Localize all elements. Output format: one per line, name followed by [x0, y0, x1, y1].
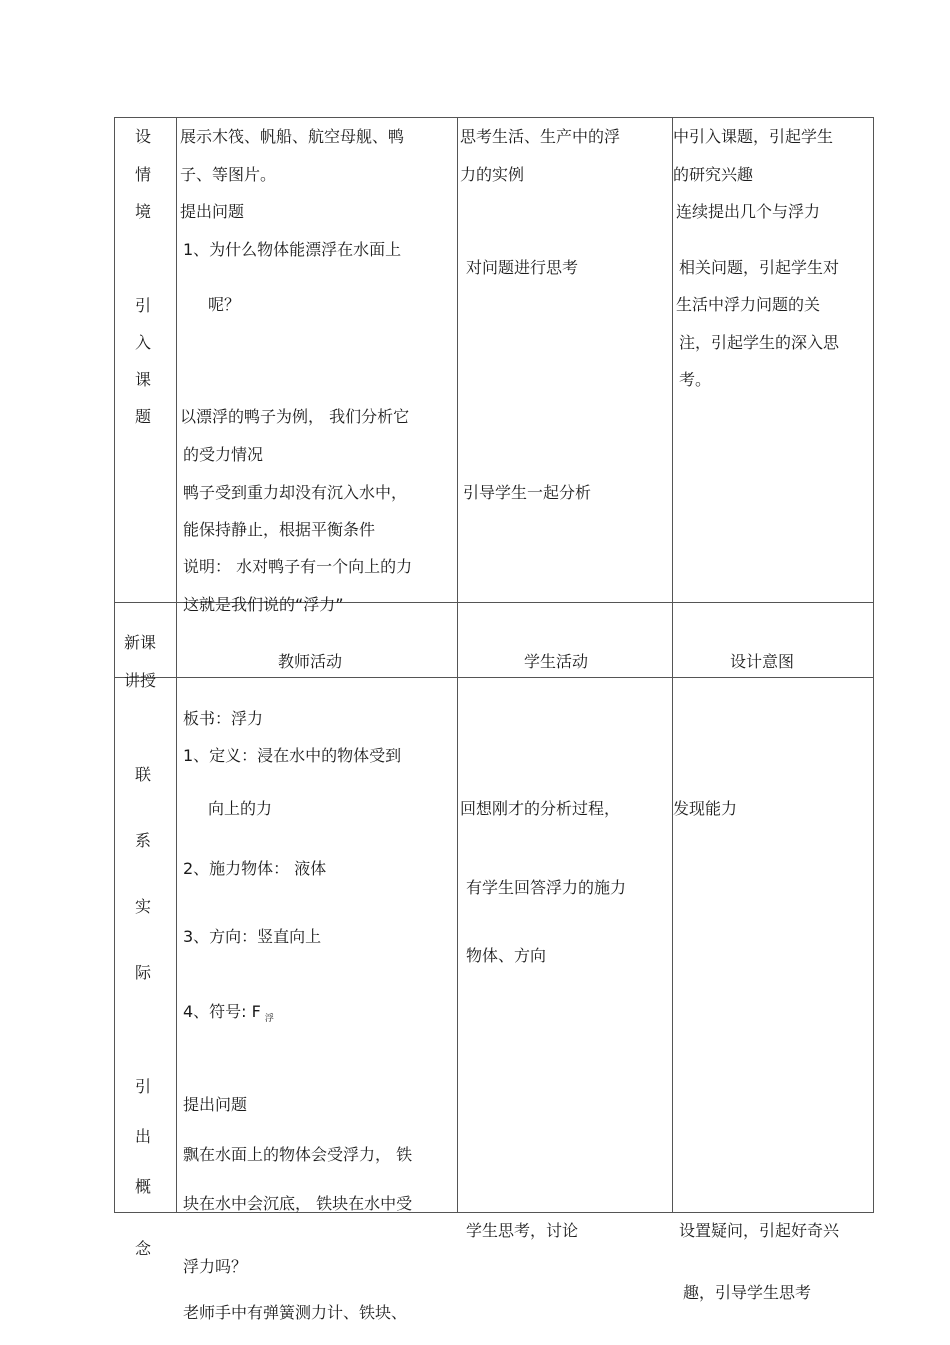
section-label-char: 设	[135, 127, 152, 146]
teacher-text: 浮力吗？	[183, 1257, 248, 1276]
intent-text: 中引入课题，引起学生	[673, 127, 834, 146]
section-label-char: 联	[135, 765, 152, 784]
section-label-char: 情	[135, 165, 152, 184]
teacher-text: 1、为什么物体能漂浮在水面上	[183, 240, 402, 259]
teacher-text: 2、施力物体： 液体	[183, 859, 327, 878]
student-text: 力的实例	[460, 165, 525, 184]
section-label-char: 引	[135, 296, 152, 315]
teacher-text: 子、等图片。	[180, 165, 277, 184]
teacher-text	[183, 1002, 274, 1029]
column-header-intent: 设计意图	[730, 652, 795, 671]
section-label-new-lesson: 讲授	[124, 671, 157, 690]
student-text: 有学生回答浮力的施力	[466, 878, 627, 897]
teacher-text: 老师手中有弹簧测力计、铁块、	[183, 1303, 408, 1322]
teacher-text: 说明： 水对鸭子有一个向上的力	[183, 557, 413, 576]
intent-text: 的研究兴趣	[673, 165, 754, 184]
teacher-text: 提出问题	[180, 202, 245, 221]
section-label-char: 系	[135, 831, 152, 850]
column-header-student: 学生活动	[524, 652, 589, 671]
teacher-text: 展示木筏、帆船、航空母舰、鸭	[180, 127, 405, 146]
section-label-char: 际	[135, 963, 152, 982]
table-border-right	[873, 117, 874, 1213]
section-label-char: 境	[135, 202, 152, 221]
column-header-teacher: 教师活动	[278, 652, 343, 671]
symbol-subscript: 浮	[264, 1014, 274, 1024]
section-label-new-lesson: 新课	[124, 633, 157, 652]
teacher-text: 1、定义：浸在水中的物体受到	[183, 746, 402, 765]
table-border-top	[114, 117, 874, 118]
intent-text: 连续提出几个与浮力	[676, 202, 821, 221]
intent-text: 生活中浮力问题的关	[676, 295, 821, 314]
intent-text: 发现能力	[673, 799, 738, 818]
teacher-text: 块在水中会沉底， 铁块在水中受	[183, 1194, 413, 1213]
teacher-text: 呢？	[208, 295, 241, 314]
student-text: 回想刚才的分析过程，	[460, 799, 621, 818]
teacher-text: 以漂浮的鸭子为例， 我们分析它	[180, 407, 410, 426]
section-label-char: 出	[135, 1127, 152, 1146]
teacher-text: 这就是我们说的“浮力”	[183, 595, 344, 614]
table-divider-2	[114, 677, 874, 678]
section-label-char: 实	[135, 897, 152, 916]
section-label-char: 入	[135, 333, 152, 352]
intent-text: 设置疑问，引起好奇兴	[679, 1221, 840, 1240]
section-label-char: 题	[135, 407, 152, 426]
intent-text: 相关问题，引起学生对	[679, 258, 840, 277]
student-text: 思考生活、生产中的浮	[460, 127, 621, 146]
teacher-text: 提出问题	[183, 1095, 248, 1114]
intent-text: 注，引起学生的深入思	[679, 333, 840, 352]
teacher-text: 能保持静止，根据平衡条件	[183, 520, 376, 539]
teacher-text: 向上的力	[208, 799, 273, 818]
table-col-divider-3	[672, 117, 673, 1213]
teacher-text: 的受力情况	[183, 445, 264, 464]
section-label-char: 概	[135, 1177, 152, 1196]
table-col-divider-1	[176, 117, 177, 1213]
teacher-text: 飘在水面上的物体会受浮力， 铁	[183, 1145, 413, 1164]
table-border-left	[114, 117, 115, 1213]
teacher-text: 鸭子受到重力却没有沉入水中，	[183, 483, 408, 502]
section-label-char: 引	[135, 1077, 152, 1096]
symbol-label: 4、符号: F	[183, 1002, 261, 1021]
section-label-char: 念	[135, 1239, 152, 1258]
section-label-char: 课	[135, 370, 152, 389]
table-col-divider-2	[457, 117, 458, 1213]
teacher-text: 板书：浮力	[183, 709, 264, 728]
student-text: 物体、方向	[466, 946, 547, 965]
intent-text: 考。	[679, 370, 712, 389]
student-text: 学生思考，讨论	[466, 1221, 579, 1240]
intent-text: 趣，引导学生思考	[683, 1283, 812, 1302]
student-text: 对问题进行思考	[466, 258, 579, 277]
teacher-text: 3、方向：竖直向上	[183, 927, 322, 946]
student-text: 引导学生一起分析	[463, 483, 592, 502]
